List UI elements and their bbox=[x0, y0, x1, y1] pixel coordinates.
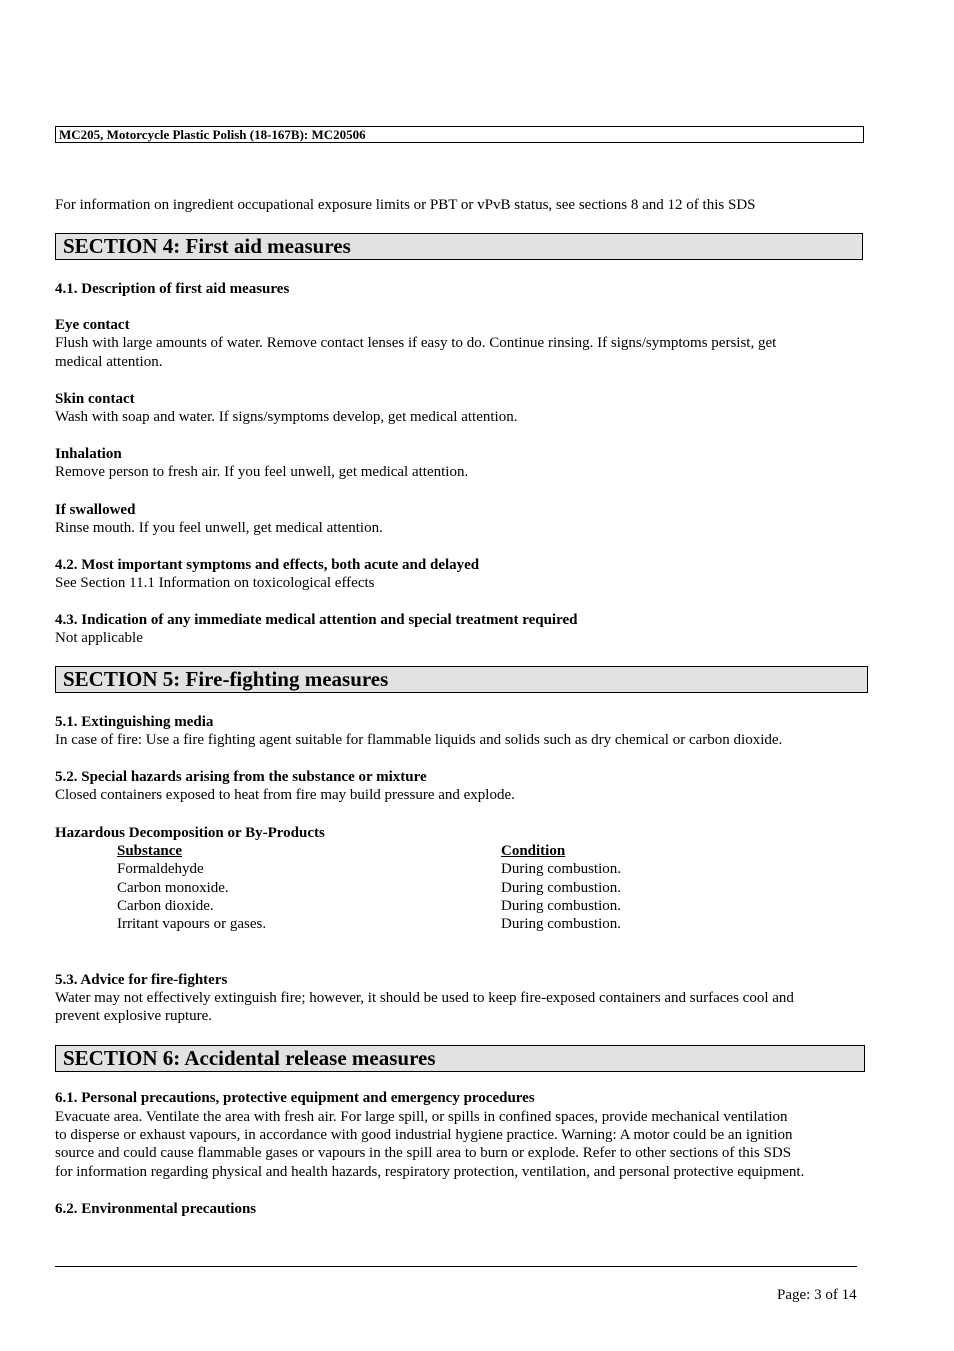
swallowed-heading: If swallowed bbox=[55, 502, 136, 518]
skin-contact-heading: Skin contact bbox=[55, 391, 135, 407]
subheading-5-1: 5.1. Extinguishing media bbox=[55, 714, 214, 730]
eye-contact-line-1: Flush with large amounts of water. Remove contact lenses if easy to do. Continue rinsing. If signs/symptoms persist, get bbox=[55, 335, 777, 351]
personal-precautions-line-3: source and could cause flammable gases or vapours in the spill area to burn or explode. Refer to other sections of this SDS bbox=[55, 1145, 792, 1161]
table-cell-condition: During combustion. bbox=[501, 861, 621, 877]
table-cell-condition: During combustion. bbox=[501, 898, 621, 914]
table-cell-condition: During combustion. bbox=[501, 916, 621, 932]
table-cell-substance: Irritant vapours or gases. bbox=[117, 916, 267, 932]
eye-contact-heading: Eye contact bbox=[55, 317, 130, 333]
eye-contact-line-2: medical attention. bbox=[55, 354, 163, 370]
section-4-title: SECTION 4: First aid measures bbox=[55, 233, 863, 260]
section-5-title: SECTION 5: Fire-fighting measures bbox=[55, 666, 868, 693]
table-header-condition: Condition bbox=[501, 843, 566, 859]
treatment-text: Not applicable bbox=[55, 630, 143, 646]
subheading-6-2: 6.2. Environmental precautions bbox=[55, 1201, 257, 1217]
subheading-4-3: 4.3. Indication of any immediate medical attention and special treatment required bbox=[55, 612, 578, 628]
extinguishing-text: In case of fire: Use a fire fighting agent suitable for flammable liquids and solids such as dry chemical or carbon dioxide. bbox=[55, 732, 783, 748]
table-cell-substance: Formaldehyde bbox=[117, 861, 204, 877]
fire-fighters-line-1: Water may not effectively extinguish fire; however, it should be used to keep fire-exposed containers and surfaces cool and bbox=[55, 990, 794, 1006]
symptoms-text: See Section 11.1 Information on toxicological effects bbox=[55, 575, 375, 591]
product-header: MC205, Motorcycle Plastic Polish (18-167B): MC20506 bbox=[55, 126, 864, 143]
swallowed-text: Rinse mouth. If you feel unwell, get medical attention. bbox=[55, 520, 383, 536]
skin-contact-text: Wash with soap and water. If signs/symptoms develop, get medical attention. bbox=[55, 409, 518, 425]
hazardous-decomposition-heading: Hazardous Decomposition or By-Products bbox=[55, 825, 325, 841]
subheading-6-1: 6.1. Personal precautions, protective equipment and emergency procedures bbox=[55, 1090, 535, 1106]
fire-fighters-line-2: prevent explosive rupture. bbox=[55, 1008, 213, 1024]
section-6-title: SECTION 6: Accidental release measures bbox=[55, 1045, 865, 1072]
table-cell-condition: During combustion. bbox=[501, 880, 621, 896]
table-cell-substance: Carbon dioxide. bbox=[117, 898, 214, 914]
subheading-5-2: 5.2. Special hazards arising from the substance or mixture bbox=[55, 769, 427, 785]
subheading-4-2: 4.2. Most important symptoms and effects, both acute and delayed bbox=[55, 557, 480, 573]
subheading-5-3: 5.3. Advice for fire-fighters bbox=[55, 972, 228, 988]
table-header-substance: Substance bbox=[117, 843, 183, 859]
special-hazards-text: Closed containers exposed to heat from fire may build pressure and explode. bbox=[55, 787, 515, 803]
intro-text: For information on ingredient occupational exposure limits or PBT or vPvB status, see sections 8 and 12 of this SDS bbox=[55, 197, 756, 213]
footer-divider bbox=[55, 1266, 857, 1267]
table-cell-substance: Carbon monoxide. bbox=[117, 880, 229, 896]
personal-precautions-line-4: for information regarding physical and health hazards, respiratory protection, ventilation, and personal protective equipment. bbox=[55, 1164, 805, 1180]
inhalation-heading: Inhalation bbox=[55, 446, 122, 462]
inhalation-text: Remove person to fresh air. If you feel unwell, get medical attention. bbox=[55, 464, 469, 480]
subheading-4-1: 4.1. Description of first aid measures bbox=[55, 281, 290, 297]
personal-precautions-line-2: to disperse or exhaust vapours, in accordance with good industrial hygiene practice. Warning: A motor could be an ignition bbox=[55, 1127, 793, 1143]
personal-precautions-line-1: Evacuate area. Ventilate the area with fresh air. For large spill, or spills in confined spaces, provide mechanical ventilation bbox=[55, 1109, 788, 1125]
page-number: Page: 3 of 14 bbox=[777, 1287, 857, 1303]
